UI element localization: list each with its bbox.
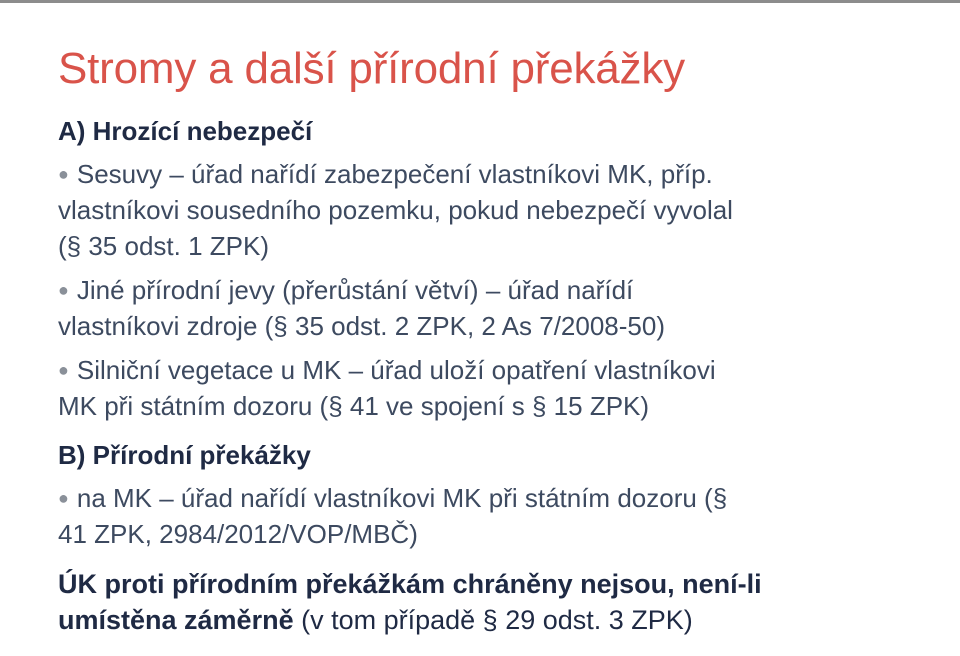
bullet-text: MK při státním dozoru (§ 41 ve spojení s § 15 ZPK) [58,391,650,421]
conclusion-tail: (v tom případě § 29 odst. 3 ZPK) [293,605,693,635]
conclusion-bold: umístěna záměrně [58,605,294,635]
top-border [0,0,960,3]
slide-content [58,112,918,638]
bullet-text: vlastníkovi zdroje (§ 35 odst. 2 ZPK, 2 As 7/2008-50) [58,311,665,341]
bullet-text: 41 ZPK, 2984/2012/VOP/MBČ) [58,519,418,549]
bullet-text: Sesuvy – úřad nařídí zabezpečení vlastníkovi MK, příp. [76,159,713,189]
slide-title: Stromy a další přírodní překážky [58,44,685,93]
bullet-text: (§ 35 odst. 1 ZPK) [58,231,269,261]
section-b-bullet-1 [58,480,918,552]
section-a-bullet-1 [58,156,918,264]
bullet-dot-icon: ● [58,280,69,300]
bullet-dot-icon: ● [58,360,69,380]
bullet-text: Jiné přírodní jevy (přerůstání větví) – úřad nařídí [76,275,634,305]
section-b-heading: B) Přírodní překážky [58,440,311,470]
bullet-dot-icon: ● [58,164,69,184]
conclusion [58,566,918,638]
conclusion-bold: ÚK proti přírodním překážkám chráněny nejsou, není-li [58,569,762,599]
bullet-text: Silniční vegetace u MK – úřad uloží opatření vlastníkovi [76,355,716,385]
bullet-text: vlastníkovi sousedního pozemku, pokud nebezpečí vyvolal [58,195,733,225]
bullet-dot-icon: ● [58,488,69,508]
section-a-heading: A) Hrozící nebezpečí [58,116,313,146]
section-a-bullet-2 [58,272,918,344]
bullet-text: na MK – úřad nařídí vlastníkovi MK při státním dozoru (§ [76,483,728,513]
section-a-bullet-3 [58,352,918,424]
